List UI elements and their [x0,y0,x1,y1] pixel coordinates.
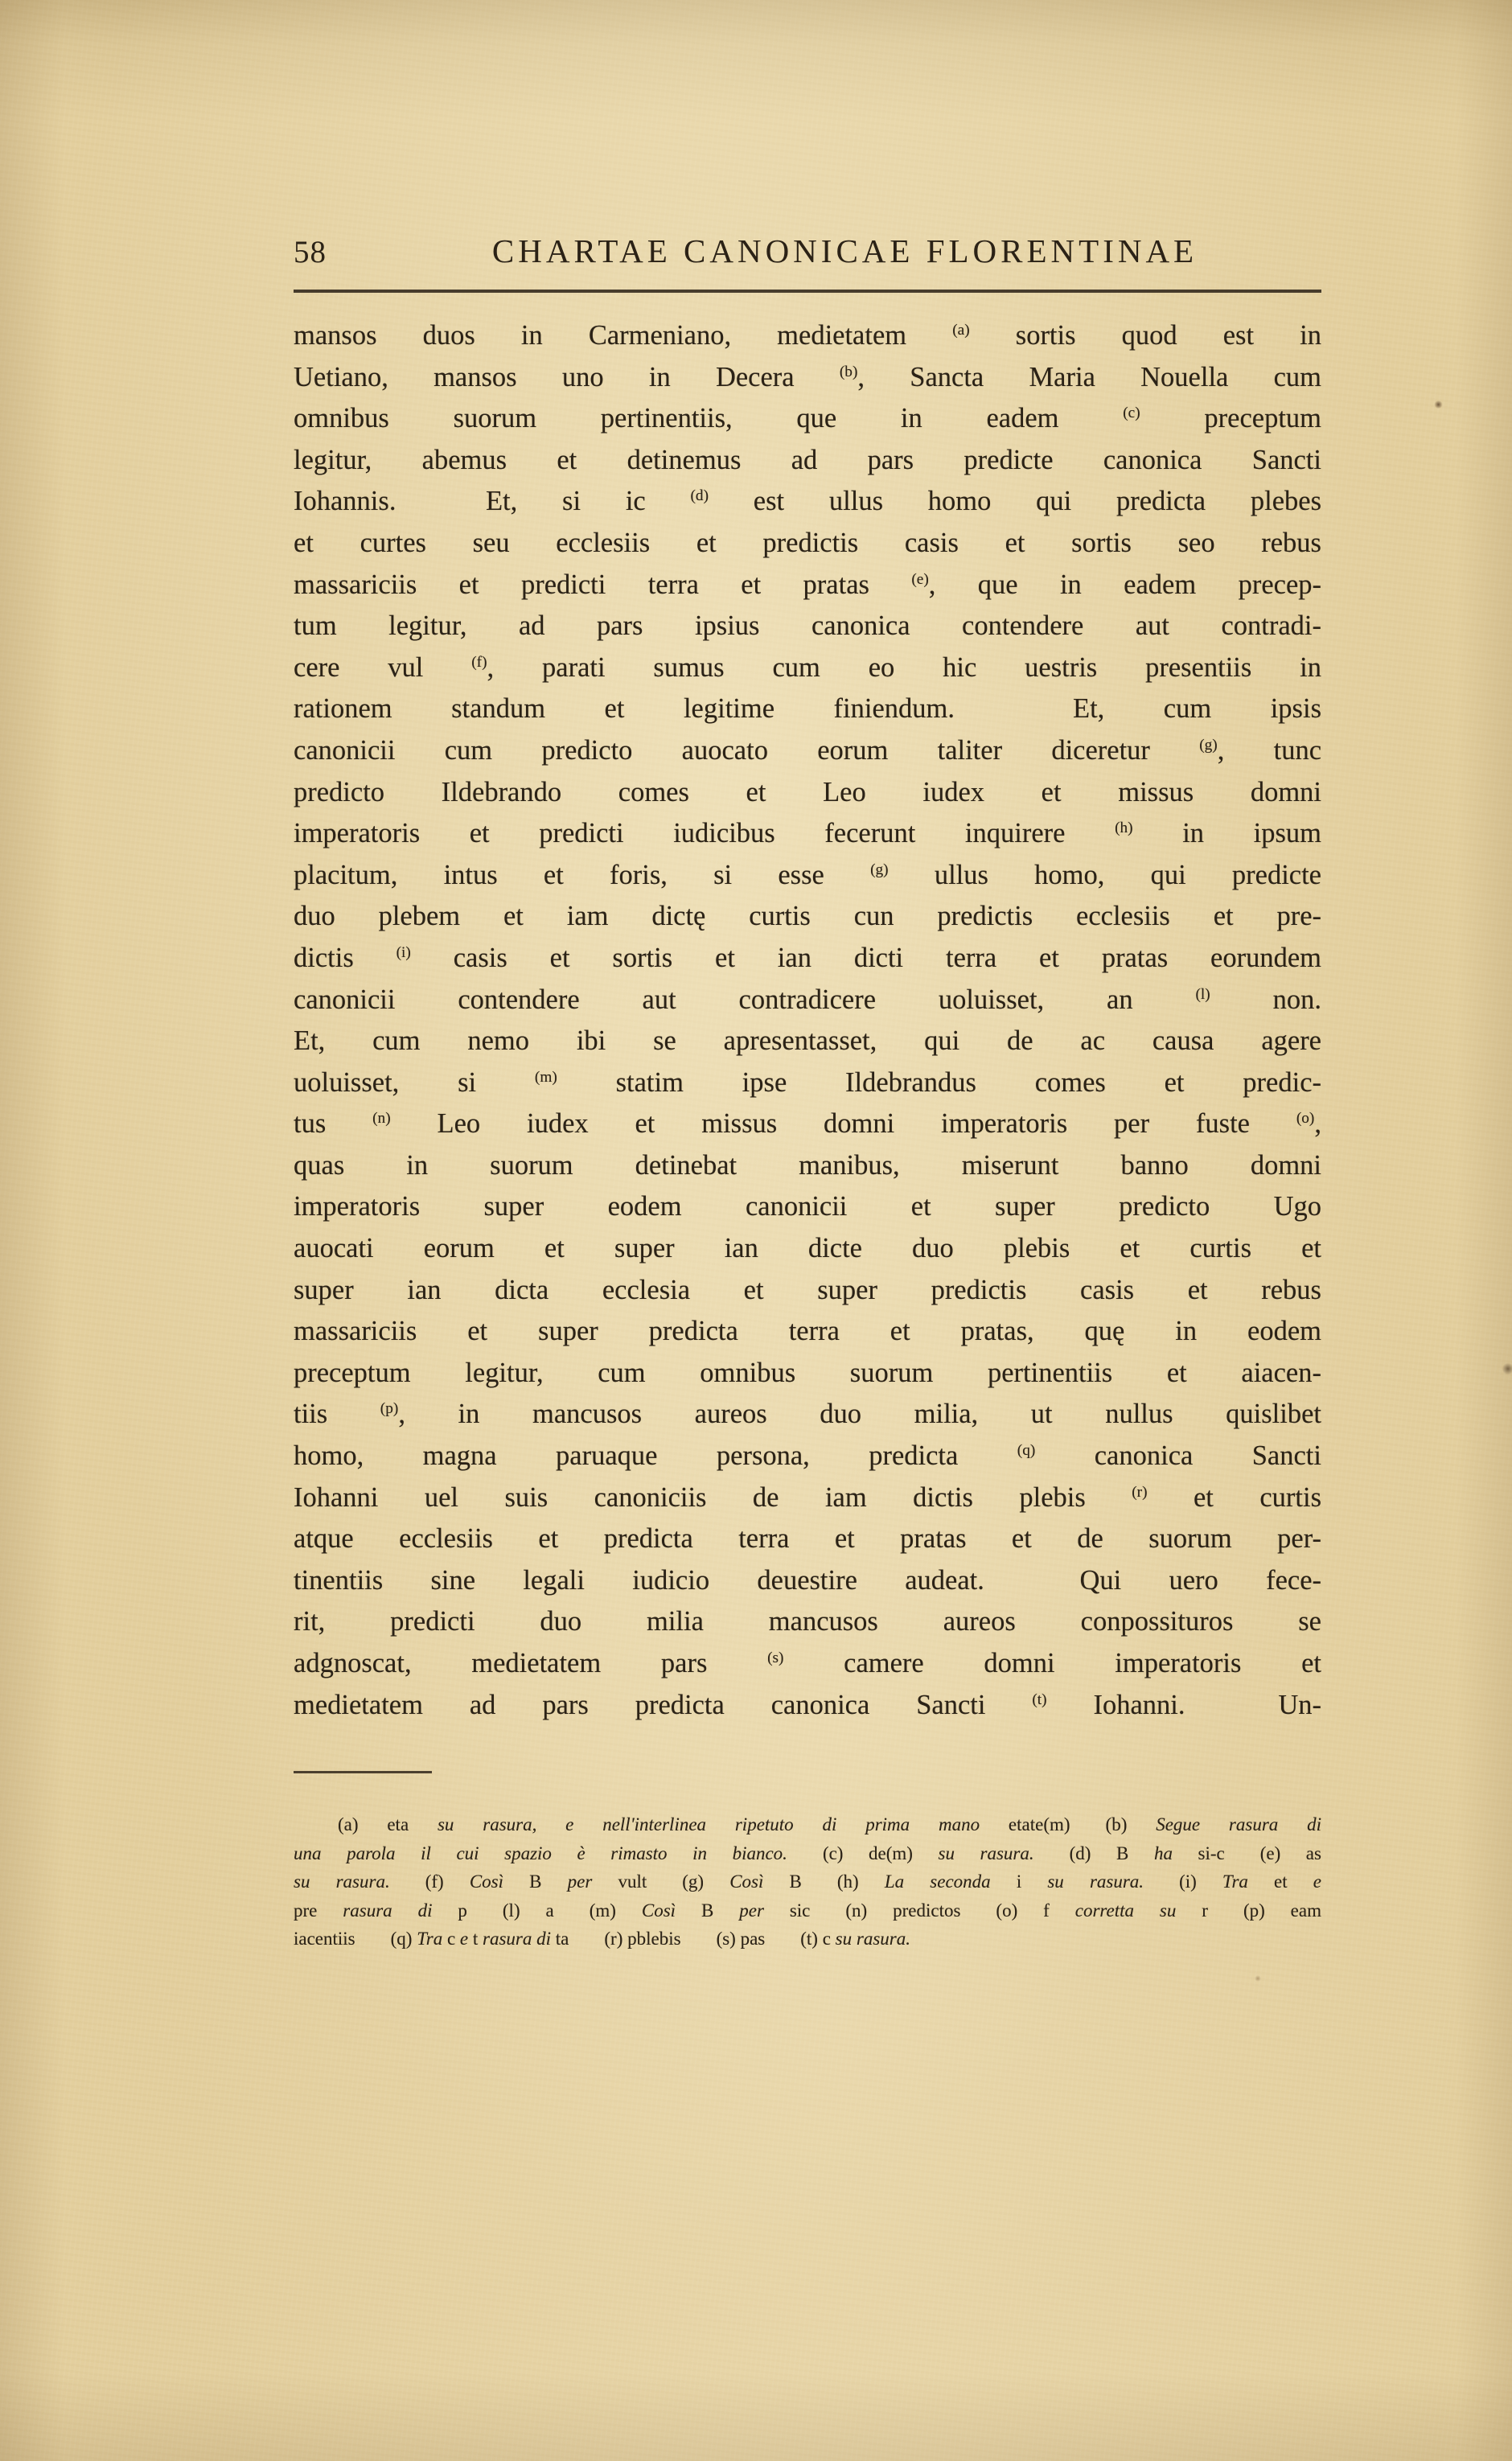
footnote-ref: (g) [870,861,889,878]
text-line: canonicii contendere aut contradicere uoluisset, an $^{(l)}$ non. [294,984,1321,1015]
text-line: Iohannis. Et, si ic $^{(d)}$ est ullus homo qui predicta plebes [294,486,1321,517]
footnote-ref: (l) [1195,985,1210,1003]
footnote-text: e [1313,1871,1322,1892]
footnote-text: (n) predictos [845,1900,961,1921]
footnote-ref: (n) [372,1110,391,1128]
text-line: Uetiano, mansos uno in Decera $^{(b)}$, Sancta Maria Nouella cum [294,361,1322,392]
footnote-text: (f) [425,1871,470,1892]
footnote-ref: (g) [1199,736,1218,754]
text-line: Iohanni uel suis canoniciis de iam dictis plebis $^{(r)}$ et curtis [294,1481,1321,1513]
text-line: duo plebem et iam dictę curtis cun predictis ecclesiis et pre- [294,901,1321,932]
footnote-text: t [468,1929,483,1949]
footnote-text: et [1247,1871,1313,1892]
text-line: rationem standum et legitime finiendum. Et, cum ipsis [294,693,1321,725]
footnote-text: Così [729,1871,764,1892]
running-title: CHARTAE CANONICAE FLORENTINAE [491,232,1198,269]
footnote-text: corretta su [1074,1900,1177,1921]
footnote-text: vult [592,1871,647,1892]
footnote-text: (q) [390,1929,417,1949]
footnote-text: B [676,1900,740,1921]
footnote-ref: (d) [690,487,709,505]
footnote-ref: (m) [534,1068,557,1086]
text-line: rit, predicti duo milia mancusos aureos conpossituros se [294,1606,1321,1637]
footnote-ref: (h) [1115,820,1133,837]
footnote-text: su rasura. [294,1871,390,1892]
text-line: omnibus suorum pertinentiis, que in eadem $^{(c)}$ preceptum [294,403,1321,434]
text-line: massariciis et super predicta terra et pratas, quę in eodem [294,1316,1321,1347]
footnote-text: su rasura. [1047,1871,1144,1892]
text-line: homo, magna paruaque persona, predicta $^{(q)}$ canonica Sancti [294,1440,1321,1472]
header-rule [294,290,1321,293]
footnote-text: per [739,1900,764,1921]
footnote-text: (m) [589,1900,642,1921]
page-content [294,232,1321,1954]
footnote-text: rasura di [343,1900,433,1921]
paper-speck [1502,1362,1512,1375]
footnote-line [294,1810,1321,1839]
text-line: preceptum legitur, cum omnibus suorum pertinentiis et aiacen- [294,1357,1321,1388]
footnote-text: La seconda [884,1871,991,1892]
footnote-line [294,1925,1321,1954]
footnote-text: (r) pblebis [604,1929,681,1949]
text-line: massariciis et predicti terra et pratas $^{(e)}$, que in eadem precep- [294,569,1322,600]
footnote-line [294,1867,1321,1896]
footnote-text: (b) [1105,1814,1157,1835]
text-line: imperatoris et predicti iudicibus fecerunt inquirere $^{(h)}$ in ipsum [294,818,1321,849]
footnote-line [294,1839,1321,1868]
footnote-ref: (q) [1017,1442,1036,1460]
footnote-text: (o) f [996,1900,1075,1921]
footnote-text: (c) de(m) [822,1843,939,1863]
text-line: legitur, abemus et detinemus ad pars predicte canonica Sancti [294,444,1321,475]
footnote-text: (p) eam [1243,1900,1321,1921]
footnote-ref: (a) [952,322,970,339]
footnote-text: (l) a [502,1900,554,1921]
footnote-text: (g) [682,1871,730,1892]
text-line: adgnoscat, medietatem pars $^{(s)}$ camere domni imperatoris et [294,1648,1321,1678]
text-line: tinentiis sine legali iudicio deuestire audeat. Qui uero fece- [294,1564,1321,1596]
paper-speck [1434,401,1443,409]
text-line: Et, cum nemo ibi se apresentasset, qui de ac causa agere [294,1025,1321,1057]
footnote-text: (s) pas [716,1929,766,1949]
footnote-ref: (c) [1123,405,1140,422]
text-line: medietatem ad pars predicta canonica Sancti $^{(t)}$ Iohanni. Un- [294,1689,1321,1720]
footnote-text: Tra [417,1929,443,1949]
footnote-text: su rasura. [938,1843,1034,1863]
text-line: tus $^{(n)}$ Leo iudex et missus domni imperatoris per fuste $^{(o)}$, [294,1108,1321,1140]
footnote-ref: (i) [396,943,411,961]
footnote-ref: (p) [380,1400,399,1418]
footnote-text: per [567,1871,593,1892]
footnote-text: iacentiis [294,1929,355,1949]
footnote-ref: (f) [471,653,487,671]
text-line: et curtes seu ecclesiis et predictis casis et sortis seo rebus [294,527,1321,558]
text-line: uoluisset, si $^{(m)}$ statim ipse Ildebrandus comes et predic- [294,1066,1321,1098]
footnote-text: Così [641,1900,676,1921]
text-line: dictis $^{(i)}$ casis et sortis et ian dicti terra et pratas eorundem [294,942,1322,973]
footnote-text: rasura di [483,1929,552,1949]
page-header [294,232,1321,270]
footnote-text: (e) as [1259,1843,1321,1863]
footnote-ref: (s) [767,1650,784,1667]
text-line: quas in suorum detinebat manibus, miserunt banno domni [294,1149,1321,1181]
footnote-text: (a) eta [338,1814,438,1835]
footnote-text: c [442,1929,460,1949]
text-line: atque ecclesiis et predicta terra et pratas et de suorum per- [294,1523,1321,1555]
footnote-text: B [503,1871,568,1892]
text-line: placitum, intus et foris, si esse $^{(g)}$ ullus homo, qui predicte [294,859,1321,890]
footnote-separator-rule [294,1771,432,1773]
footnote-text: (t) c [800,1929,836,1949]
text-line: super ian dicta ecclesia et super predictis casis et rebus [294,1274,1321,1305]
text-line: canonicii cum predicto auocato eorum taliter diceretur $^{(g)}$, tunc [294,734,1322,766]
paper-speck [1255,1975,1261,1982]
footnote-ref: (b) [839,363,858,380]
footnote-line [294,1896,1321,1925]
text-line: auocati eorum et super ian dicte duo plebis et curtis et [294,1233,1321,1264]
footnote-text: si-c [1172,1843,1225,1863]
text-line: predicto Ildebrando comes et Leo iudex et missus domni [294,776,1321,807]
footnote-text: pre [294,1900,343,1921]
footnote-text: Segue rasura di [1156,1814,1321,1835]
footnote-text: sic [763,1900,811,1921]
footnote-ref: (o) [1296,1110,1315,1128]
text-line: tum legitur, ad pars ipsius canonica contendere aut contradi- [294,610,1321,642]
footnote-ref: (r) [1132,1483,1148,1501]
footnote-text: (h) [836,1871,885,1892]
footnote-text: (d) B [1069,1843,1154,1863]
footnote-text: (i) [1179,1871,1222,1892]
body-text [294,315,1321,1726]
page-number: 58 [294,235,327,269]
footnote-text: una parola il cui spazio è rimasto in bianco. [294,1843,787,1863]
footnote-text: B [763,1871,802,1892]
footnote-text: etate(m) [1008,1814,1070,1835]
text-line: cere vul $^{(f)}$, parati sumus cum eo hic uestris presentiis in [294,651,1321,683]
footnote-text: p [432,1900,467,1921]
footnote-text: Così [469,1871,504,1892]
footnote-text: su rasura, e nell'interlinea ripetuto di prima mano [437,1814,1009,1835]
text-line: imperatoris super eodem canonicii et super predicto Ugo [294,1191,1321,1222]
footnote-text: ha [1153,1843,1173,1863]
footnote-text: r [1176,1900,1208,1921]
footnote-text: ta [551,1929,569,1949]
footnote-text: Tra [1222,1871,1248,1892]
footnote-ref: (e) [911,570,929,588]
footnote-text: su rasura. [835,1929,910,1949]
text-line: tiis $^{(p)}$, in mancusos aureos duo milia, ut nullus quislibet [294,1399,1322,1430]
footnote-text: i [990,1871,1048,1892]
text-line: mansos duos in Carmeniano, medietatem $^{(a)}$ sortis quod est in [294,320,1322,351]
footnote-text: e [459,1929,469,1949]
footnote-ref: (t) [1032,1691,1047,1708]
footnotes-block [294,1810,1321,1954]
